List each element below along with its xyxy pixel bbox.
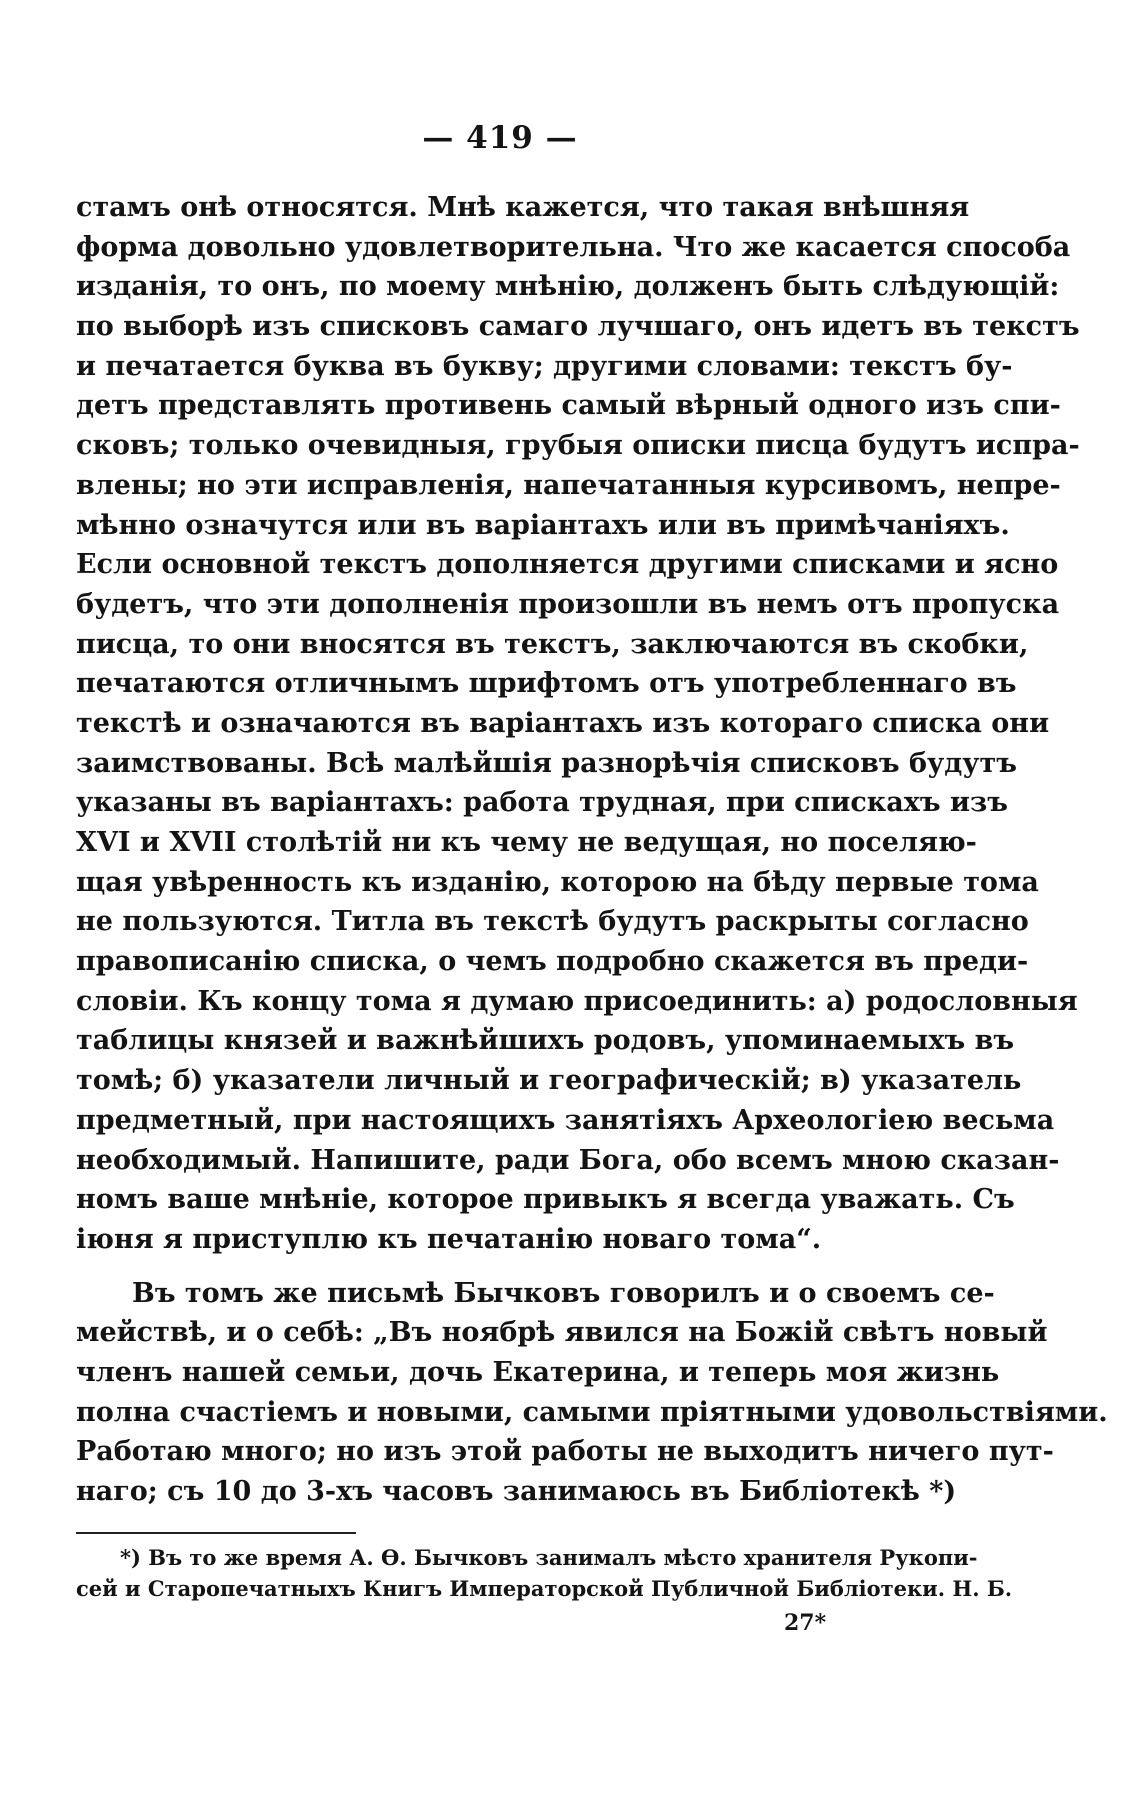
text-line: стамъ онѣ относятся. Мнѣ кажется, что такая внѣшняя — [76, 192, 970, 223]
text-line: текстѣ и означаются въ варіантахъ изъ котораго списка они — [76, 707, 1050, 739]
text-line: изданія, то онъ, по моему мнѣнію, долженъ быть слѣдующій: — [76, 271, 1060, 303]
text-line: *) Въ то же время А. Ѳ. Бычковъ занималъ мѣсто хранителя Рукопи- — [120, 1545, 978, 1570]
text-line: мействѣ, и о себѣ: „Въ ноябрѣ явился на Божій свѣтъ новый — [76, 1317, 1048, 1349]
text-line: полна счастіемъ и новыми, самыми пріятными удовольствіями. — [76, 1396, 1108, 1428]
paragraph-1 — [76, 188, 1080, 1260]
text-line: іюня я приступлю къ печатанію новаго тома“. — [76, 1223, 822, 1255]
text-line: заимствованы. Всѣ малѣйшія разнорѣчія списковъ будутъ — [76, 747, 1017, 779]
text-line: необходимый. Напишите, ради Бога, обо всемъ мною сказан- — [76, 1144, 1060, 1176]
text-line: указаны въ варіантахъ: работа трудная, при спискахъ изъ — [76, 787, 1008, 819]
text-line: детъ представлять противень самый вѣрный одного изъ спи- — [76, 390, 1061, 422]
text-line: писца, то они вносятся въ текстъ, заключаются въ скобки, — [76, 628, 1029, 660]
text-line: томѣ; б) указатели личный и географическій; в) указатель — [76, 1065, 1022, 1097]
text-line: наго; съ 10 до 3-хъ часовъ занимаюсь въ Библіотекѣ *) — [76, 1476, 957, 1507]
text-line: XVI и XVII столѣтій ни къ чему не ведущая, но поселяю- — [76, 827, 977, 858]
text-line: Работаю много; но изъ этой работы не выходитъ ничего пут- — [76, 1436, 1054, 1468]
text-line: сей и Старопечатныхъ Книгъ Императорской Публичной Библіотеки. Н. Б. — [76, 1576, 1013, 1601]
signature-mark: 27* — [784, 1610, 827, 1636]
text-line: словіи. Къ концу тома я думаю присоединить: а) родословныя — [76, 985, 1078, 1017]
text-line: Въ томъ же письмѣ Бычковъ говорилъ и о своемъ се- — [132, 1277, 995, 1309]
text-line: влены; но эти исправленія, напечатанныя курсивомъ, непре- — [76, 469, 1061, 501]
paragraph-2 — [76, 1274, 1108, 1512]
text-line: Если основной текстъ дополняется другими списками и ясно — [76, 549, 1059, 581]
text-line: щая увѣренность къ изданію, которою на бѣду первые тома — [76, 866, 1039, 898]
paragraph-gap — [76, 1260, 912, 1274]
text-line: сковъ; только очевидныя, грубыя описки писца будутъ испра- — [76, 430, 1080, 462]
text-line: предметный, при настоящихъ занятіяхъ Археологіею весьма — [76, 1104, 1055, 1136]
text-line: будетъ, что эти дополненія произошли въ немъ отъ пропуска — [76, 588, 1060, 620]
page-number: — 419 — — [422, 120, 578, 156]
text-line: таблицы князей и важнѣйшихъ родовъ, упоминаемыхъ въ — [76, 1025, 1015, 1057]
text-line: форма довольно удовлетворительна. Что же касается способа — [76, 231, 1071, 263]
footnote-divider — [76, 1532, 356, 1534]
text-line: номъ ваше мнѣніе, которое привыкъ я всегда уважать. Съ — [76, 1184, 1015, 1216]
text-line: и печатается буква въ букву; другими словами: текстъ бу- — [76, 350, 1013, 382]
text-line: не пользуются. Титла въ текстѣ будутъ раскрыты согласно — [76, 906, 1029, 938]
body-text — [76, 188, 1108, 1512]
text-line: по выборѣ изъ списковъ самаго лучшаго, онъ идетъ въ текстъ — [76, 311, 1080, 343]
text-line: правописанію списка, о чемъ подробно скажется въ преди- — [76, 946, 1029, 978]
text-line: членъ нашей семьи, дочь Екатерина, и теперь моя жизнь — [76, 1356, 1000, 1388]
text-line: печатаются отличнымъ шрифтомъ отъ употребленнаго въ — [76, 668, 1017, 700]
text-line: мѣнно означутся или въ варіантахъ или въ примѣчаніяхъ. — [76, 509, 1010, 541]
footnote — [76, 1542, 1013, 1604]
